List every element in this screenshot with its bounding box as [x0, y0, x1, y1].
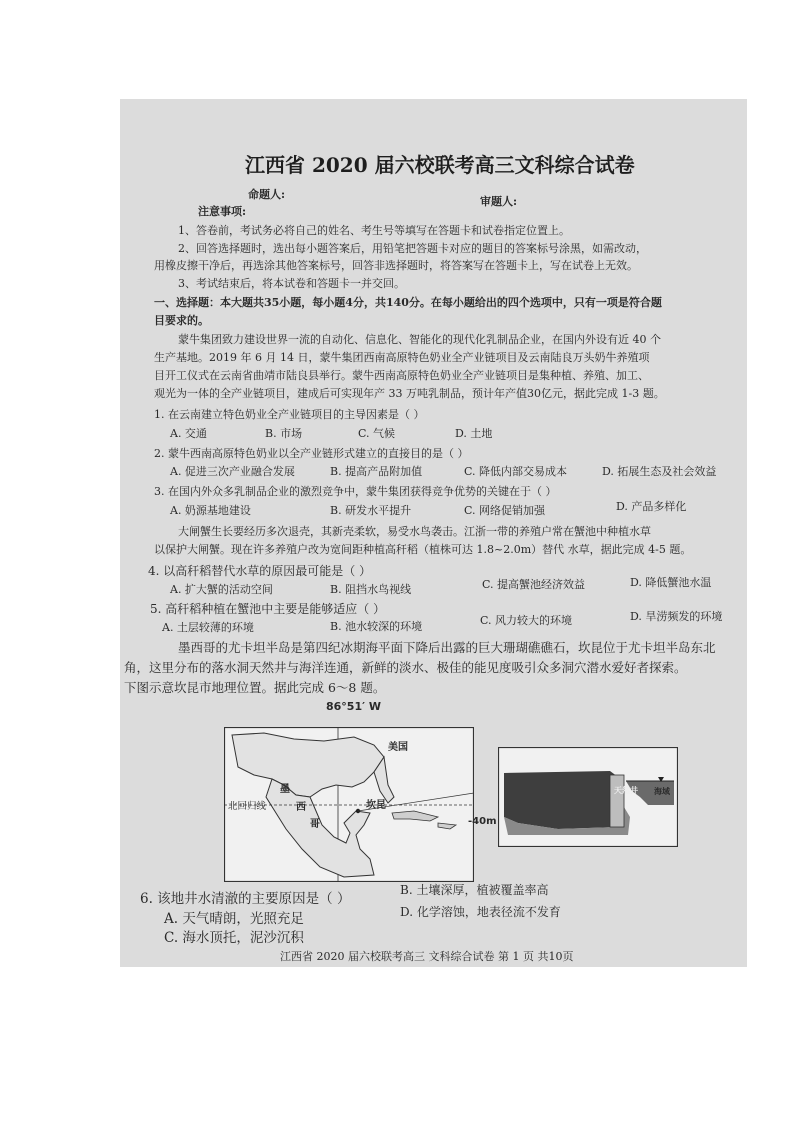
- q6-option-d: D. 化学溶蚀，地表径流不发育: [400, 905, 561, 919]
- passage-3-line-3: 下图示意坎昆市地理位置。据此完成 6～8 题。: [124, 680, 386, 695]
- question-2: 2. 蒙牛西南高原特色奶业以全产业链形式建立的直接目的是（ ）: [154, 447, 469, 460]
- q2-option-b: B. 提高产品附加值: [330, 465, 423, 478]
- q6-option-c: C. 海水顶托，泥沙沉积: [164, 930, 304, 946]
- page-title: 江西省 2020 届六校联考高三文科综合试卷: [245, 153, 635, 177]
- notes-line-1: 1、答卷前，考试务必将自己的姓名、考生号等填写在答题卡和试卷指定位置上。: [178, 224, 570, 237]
- q1-option-b: B. 市场: [265, 427, 303, 440]
- q5-option-d: D. 旱涝频发的环境: [630, 610, 723, 623]
- notes-heading: 注意事项:: [198, 205, 247, 218]
- author-label: 命题人:: [248, 188, 286, 201]
- q5-option-b: B. 池水较深的环境: [330, 620, 423, 633]
- q6-option-a: A. 天气晴朗，光照充足: [164, 911, 304, 927]
- notes-line-3: 3、考试结束后，将本试卷和答题卡一并交回。: [178, 277, 405, 290]
- page-footer: 江西省 2020 届六校联考高三 文科综合试卷 第 1 页 共10页: [280, 950, 574, 963]
- q2-option-d: D. 拓展生态及社会效益: [602, 465, 717, 478]
- longitude-label: 86°51′ W: [326, 700, 381, 713]
- passage-2-line-2: 以保护大闸蟹。现在许多养殖户改为宽间距种植高秆稻（植株可达 1.8~2.0m）替代 水草，据此完成 4-5 题。: [154, 543, 692, 556]
- question-3: 3. 在国内外众多乳制品企业的激烈竞争中，蒙牛集团获得竞争优势的关键在于（ ）: [154, 485, 557, 498]
- map-label-tropic: 北回归线: [228, 801, 267, 812]
- q6-option-b: B. 土壤深厚，植被覆盖率高: [400, 883, 549, 897]
- passage-3-line-2: 角，这里分布的落水洞天然井与海洋连通，新鲜的淡水、极佳的能见度吸引众多洞穴潜水爱好者探索。: [124, 660, 687, 675]
- section-heading: 一、选择题：本大题共35小题，每小题4分，共140分。在每小题给出的四个选项中，只有一项是符合题: [154, 296, 662, 309]
- q4-option-d: D. 降低蟹池水温: [630, 576, 712, 589]
- question-4: 4. 以高秆稻替代水草的原因最可能是（ ）: [148, 564, 372, 578]
- notes-line-2a: 2、回答选择题时，选出每小题答案后，用铅笔把答题卡对应的题目的答案标号涂黑，如需改动，: [178, 242, 647, 255]
- q5-option-c: C. 风力较大的环境: [480, 614, 573, 627]
- reviewer-label: 审题人:: [480, 195, 518, 208]
- cenote-cross-section: [498, 747, 678, 847]
- q3-option-b: B. 研发水平提升: [330, 504, 412, 517]
- question-5: 5. 高秆稻种植在蟹池中主要是能够适应（ ）: [150, 602, 386, 616]
- notes-line-2b: 用橡皮擦干净后，再选涂其他答案标号，回答非选择题时，将答案写在答题卡上，写在试卷上无效。: [154, 259, 638, 272]
- section-heading-cont: 目要求的。: [154, 314, 209, 327]
- question-1: 1. 在云南建立特色奶业全产业链项目的主导因素是（ ）: [154, 408, 425, 421]
- q4-option-a: A. 扩大蟹的活动空间: [170, 583, 273, 596]
- passage-1-line-3: 目开工仪式在云南省曲靖市陆良县举行。蒙牛西南高原特色奶业全产业链项目是集种植、养殖、加工、: [154, 369, 649, 382]
- cenote-depth-label: -40m: [468, 816, 497, 827]
- q1-option-c: C. 气候: [358, 427, 396, 440]
- map-label-mexico-1: 墨: [280, 784, 290, 795]
- q4-option-c: C. 提高蟹池经济效益: [482, 578, 586, 591]
- q2-option-a: A. 促进三次产业融合发展: [170, 465, 295, 478]
- passage-2-line-1: 大闸蟹生长要经历多次退壳，其新壳柔软，易受水鸟袭击。江浙一带的养殖户常在蟹池中种植水草: [178, 525, 651, 538]
- q5-option-a: A. 土层较薄的环境: [162, 621, 254, 634]
- cenote-label-sea: 海域: [654, 787, 670, 796]
- map-label-usa: 美国: [388, 742, 408, 753]
- q3-option-c: C. 网络促销加强: [464, 504, 546, 517]
- passage-1-line-2: 生产基地。2019 年 6 月 14 日，蒙牛集团西南高原特色奶业全产业链项目及云南陆良万头奶牛养殖项: [154, 351, 650, 364]
- q3-option-d: D. 产品多样化: [616, 500, 687, 513]
- cenote-label-well: 天然井: [614, 786, 638, 795]
- q1-option-d: D. 土地: [455, 427, 493, 440]
- q3-option-a: A. 奶源基地建设: [170, 504, 251, 517]
- q1-option-a: A. 交通: [170, 427, 207, 440]
- passage-3-line-1: 墨西哥的尤卡坦半岛是第四纪冰期海平面下降后出露的巨大珊瑚礁礁石，坎昆位于尤卡坦半岛东北: [178, 640, 716, 655]
- map-label-mexico-3: 哥: [310, 819, 320, 830]
- q2-option-c: C. 降低内部交易成本: [464, 465, 568, 478]
- map-label-mexico-2: 西: [296, 802, 306, 813]
- passage-1-line-4: 观光为一体的全产业链项目，建成后可实现年产 33 万吨乳制品，预计年产值30亿元，据此完成 1-3 题。: [154, 387, 665, 400]
- q4-option-b: B. 阻挡水鸟视线: [330, 583, 412, 596]
- question-6: 6. 该地井水清澈的主要原因是（ ）: [140, 891, 351, 907]
- exam-page: [120, 99, 747, 967]
- passage-1-line-1: 蒙牛集团致力建设世界一流的自动化、信息化、智能化的现代化乳制品企业，在国内外设有近 40 个: [178, 333, 661, 346]
- map-label-cancun: 坎昆: [366, 800, 386, 811]
